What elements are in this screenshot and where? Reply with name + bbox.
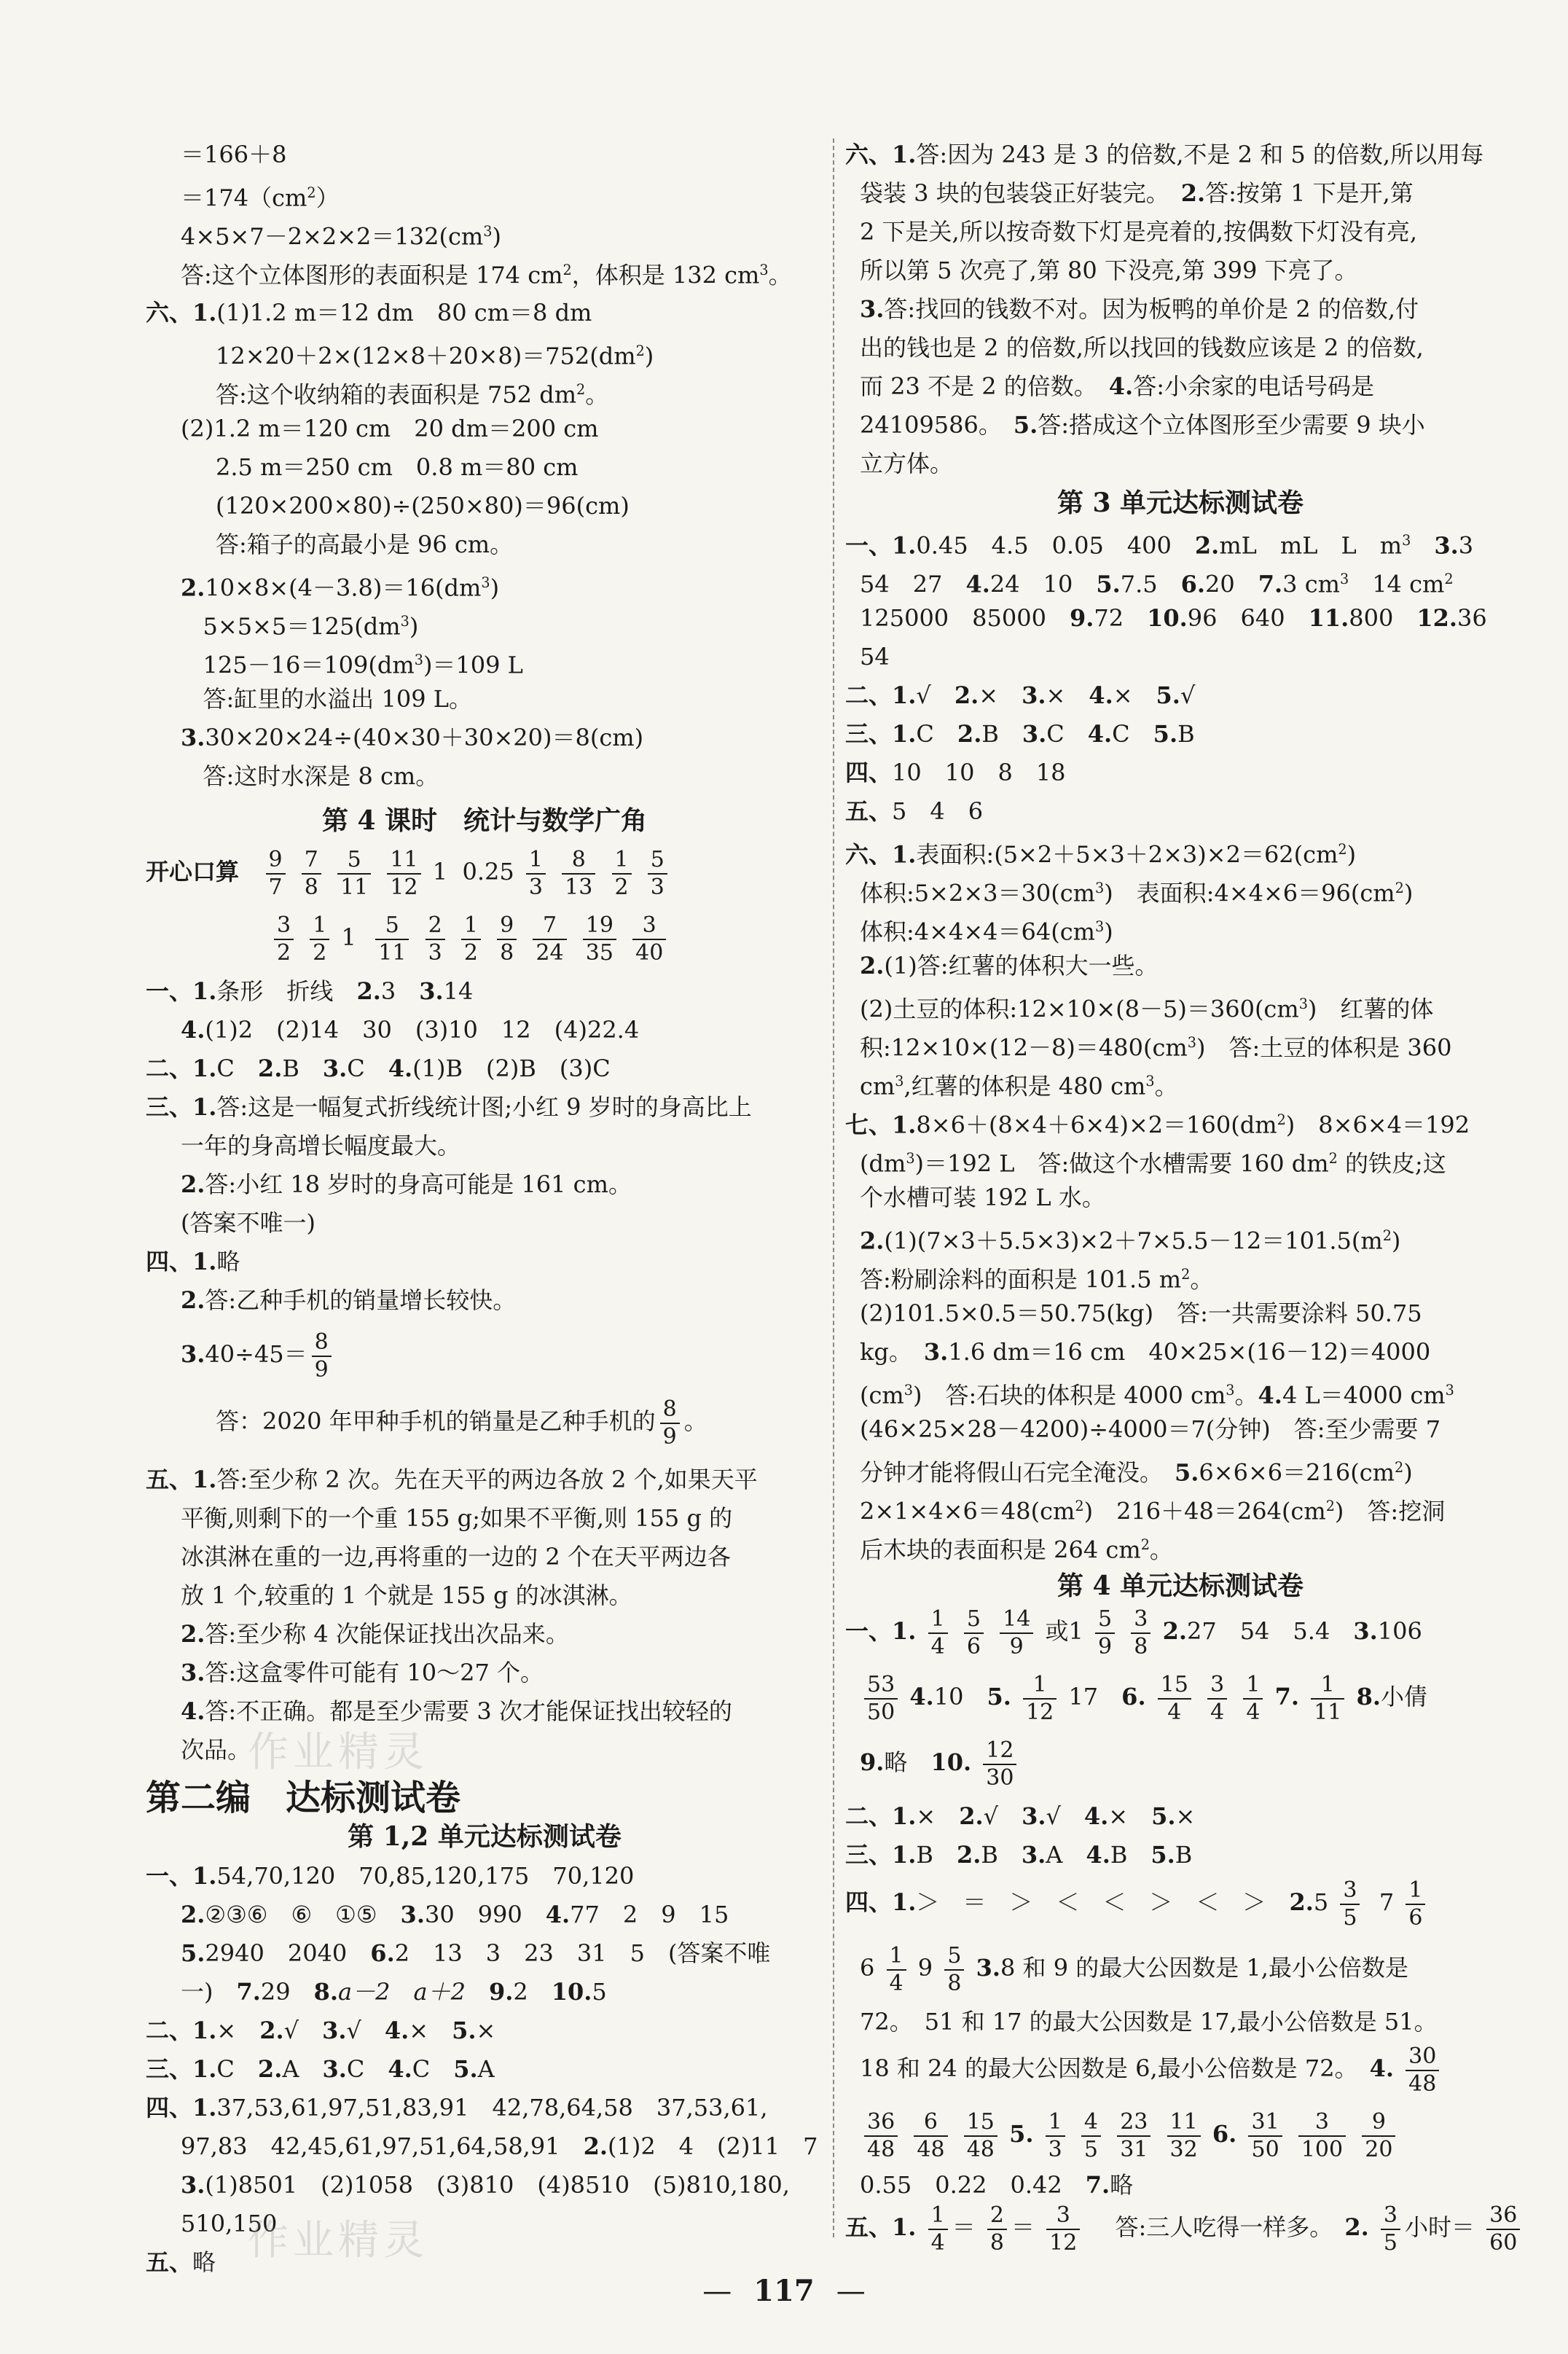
text-line: 答:缸里的水溢出 109 L。 [203, 685, 472, 713]
fraction: $\frac{1}{4}$ [887, 1945, 906, 1995]
text-line: 18 和 24 的最大公因数是 6,最小公倍数是 72。 4. $\frac{30}{48}$ [860, 2041, 1443, 2096]
fraction: $\frac{9}{8}$ [497, 915, 517, 964]
text-line: 2 下是关,所以按奇数下灯是亮着的,按偶数下灯没有亮, [860, 218, 1418, 246]
text-line: 体积$:4\times 4\times 4=64(cm^3)$ [860, 918, 1113, 946]
fraction: $\frac{2}{3}$ [426, 915, 445, 964]
text-line: 三、1.C 2.A 3.C 4.C 5.A [146, 2055, 495, 2083]
fraction: $\frac{1}{11}$ [1311, 1674, 1344, 1724]
text-line: 体积$:5\times 2\times 3=30(cm^3)$ 表面积$:4\times 4\times 6=96(cm^2)$ [860, 879, 1414, 907]
text-line: 冰淇淋在重的一边,再将重的一边的 2 个在天平两边各 [181, 1543, 731, 1571]
text-line: $\frac{36}{48}$ $\frac{6}{48}$ $\frac{15}{48}$ 5. $\frac{1}{3}$ $\frac{4}{5}$ $\frac{23}{31}$ $\frac{11}{32}$ 6. $\frac{31}{50}$ $\frac{3}{100}$ $\frac{9}{20}$ [860, 2106, 1400, 2162]
fraction: $\frac{5}{3}$ [648, 849, 667, 899]
fraction: $\frac{1}{4}$ [928, 1608, 948, 1658]
text-line: 3.答:找回的钱数不对。因为板鸭的单价是 2 的倍数,付 [860, 295, 1419, 323]
fraction: $\frac{3}{8}$ [1131, 1608, 1150, 1658]
text-line: $12\times 20+2\times(12\times 8+20\times 8)=752(dm^2)$ [216, 342, 654, 370]
fraction: $\frac{15}{48}$ [964, 2111, 997, 2161]
fraction: $\frac{1}{2}$ [310, 915, 329, 964]
fraction: $\frac{36}{60}$ [1486, 2205, 1520, 2254]
text-line: $2.10\times 8\times(4-3.8)=16(dm^3)$ [181, 574, 500, 602]
text-line: 2.答:乙种手机的销量增长较快。 [181, 1286, 517, 1314]
text-line: $(dm^3)=192$ L 答:做这个水槽需要 160 $dm^2$ 的铁皮;这 [860, 1149, 1446, 1178]
text-line: 3.40÷45＝ $\frac{8}{9}$ [146, 1326, 336, 1382]
text-line: 一、1.0.45 4.5 0.05 400 2.mL mL L $m^3$ 3.3 [845, 531, 1474, 560]
text-line: 三、1.B 2.B 3.A 4.B 5.B [845, 1841, 1193, 1869]
page-footer: — 117 — [702, 2274, 866, 2308]
fraction: $\frac{5}{11}$ [337, 849, 371, 899]
text-line: 积$:12\times 10\times(12-8)=480(cm^3)$ 答:土豆的体积是 360 [860, 1033, 1452, 1062]
fraction: $\frac{8}{13}$ [562, 849, 595, 899]
fraction: $\frac{2}{8}$ [987, 2205, 1007, 2254]
text-line: 6 $\frac{1}{4}$ 9 $\frac{5}{8}$ 3.8 和 9 的最大公因数是 1,最小公倍数是 [860, 1942, 1408, 1996]
watermark: 作业精灵 [248, 2217, 428, 2264]
fraction-group [270, 912, 342, 966]
text-line: (2)土豆的体积$:12\times 10\times(8-5)=360(cm^3)$ 红薯的体 [860, 995, 1434, 1023]
text-line: (答案不唯一) [181, 1209, 315, 1237]
text-line: 四、1.略 [146, 1248, 240, 1275]
fraction: $\frac{15}{4}$ [1158, 1674, 1191, 1724]
fraction: $\frac{8}{9}$ [312, 1332, 332, 1381]
fraction: $\frac{3}{4}$ [1207, 1674, 1227, 1724]
text-line: 一、1.条形 折线 2.3 3.14 [146, 977, 474, 1005]
section-heading: 第 3 单元达标测试卷 [1057, 488, 1304, 518]
part-heading: 第二编 达标测试卷 [146, 1778, 461, 1818]
text-line: (2)101.5×0.5＝50.75(kg) 答:一共需要涂料 50.75 [860, 1299, 1422, 1327]
fraction: $\frac{9}{20}$ [1362, 2111, 1395, 2161]
text-line: 答:这个立体图形的表面积是 174 $cm^2$，体积是 132 $cm^3$。 [181, 261, 792, 289]
text-line: $2\times 1\times 4\times 6=48(cm^2)$ $216+48=264(cm^2)$ 答:挖洞 [860, 1497, 1446, 1525]
text-line: 六、1.答:因为 243 是 3 的倍数,不是 2 和 5 的倍数,所以用每 [845, 141, 1484, 168]
text-line: 立方体。 [860, 450, 954, 477]
fraction: $\frac{53}{50}$ [864, 1674, 898, 1724]
text-line: 次品。 [181, 1736, 251, 1764]
text-line: 所以第 5 次亮了,第 80 下没亮,第 399 下亮了。 [860, 257, 1358, 284]
text-line: (120×200×80)÷(250×80)＝96(cm) [216, 492, 630, 520]
text-line: 一、1. $\frac{1}{4}$ $\frac{5}{6}$ $\frac{14}{9}$ 或1 $\frac{5}{9}$ $\frac{3}{8}$ 2.27 54 5.4 3.106 [845, 1606, 1422, 1659]
text-line: 一) 7.29 8.a－2 a＋2 9.2 10.5 [181, 1978, 607, 2006]
text-line: 3.答:这盒零件可能有 10～27 个。 [181, 1659, 544, 1686]
text-line: 四、1.＞ ＝ ＞ ＜ ＜ ＞ ＜ ＞ 2.5 $\frac{3}{5}$ 7 $\frac{1}{6}$ [845, 1874, 1430, 1930]
text-line: 510,150 [181, 2210, 278, 2237]
fraction: $\frac{7}{24}$ [533, 915, 566, 964]
answer-section-6: 六、1.(1)1.2 m＝12 dm 80 cm＝8 dm [146, 299, 592, 326]
text-line: 四、10 10 8 18 [845, 759, 1066, 786]
fraction: $\frac{3}{12}$ [1046, 2205, 1080, 2254]
text-line: 4.(1)2 (2)14 30 (3)10 12 (4)22.4 [181, 1016, 640, 1044]
text-line: 24109586。 5.答:搭成这个立体图形至少需要 9 块小 [860, 411, 1425, 439]
text-line: 2.②③⑥ ⑥ ①⑤ 3.30 990 4.77 2 9 15 [181, 1901, 729, 1928]
text-line: 一年的身高增长幅度最大。 [181, 1132, 461, 1160]
fraction: $\frac{1}{4}$ [928, 2205, 948, 2254]
text-line: 2.答:至少称 4 次能保证找出次品来。 [181, 1620, 569, 1648]
fraction: $\frac{3}{2}$ [274, 915, 294, 964]
text-line: 平衡,则剩下的一个重 155 g;如果不平衡,则 155 g 的 [181, 1504, 733, 1532]
section-heading: 第 4 单元达标测试卷 [1057, 1571, 1304, 1601]
text-line: $=174(cm^2)$ [181, 184, 340, 212]
text-line: 一、1.54,70,120 70,85,120,175 70,120 [146, 1862, 635, 1890]
text-line: 袋装 3 块的包装袋正好装完。 2.答:按第 1 下是开,第 [860, 179, 1414, 207]
section-heading: 第 1,2 单元达标测试卷 [348, 1821, 622, 1852]
fraction: $\frac{31}{50}$ [1248, 2111, 1282, 2161]
text-line: 七、$1.8\times 6+(8\times 4+6\times 4)\times 2=160(dm^2)$ 8×6×4＝192 [845, 1111, 1470, 1139]
fraction: $\frac{1}{2}$ [461, 915, 481, 964]
text-line: 0.55 0.22 0.42 7.略 [860, 2171, 1134, 2199]
text-line: 而 23 不是 2 的倍数。 4.答:小余家的电话号码是 [860, 372, 1374, 400]
fraction: $\frac{7}{8}$ [302, 849, 321, 899]
text-line: ＝166＋8 [181, 141, 287, 168]
text-line: 五、5 4 6 [845, 797, 984, 825]
text-line: 125000 85000 9.72 10.96 640 11.800 12.36 [860, 604, 1487, 632]
text-line: 答：2020 年甲种手机的销量是乙种手机的 $\frac{8}{9}$ 。 [216, 1396, 707, 1450]
text-line: $5\times 5\times 5=125(dm^3)$ [203, 612, 419, 641]
fraction: $\frac{5}{6}$ [964, 1608, 984, 1658]
fraction: $\frac{6}{48}$ [914, 2111, 947, 2161]
text-line: 二、1.× 2.√ 3.√ 4.× 5.× [845, 1802, 1196, 1830]
text-line: 三、1.C 2.B 3.C 4.C 5.B [845, 720, 1195, 748]
text-line: 4.答:不正确。都是至少需要 3 次才能保证找出较轻的 [181, 1697, 732, 1725]
fraction: $\frac{5}{11}$ [375, 915, 409, 964]
text-line: 2.5 m＝250 cm 0.8 m＝80 cm [216, 453, 579, 481]
text-line: 六、1.表面积$:(5\times 2+5\times 3+2\times 3)\times 2=62(cm^2)$ [845, 840, 1357, 869]
text-line: $2.(1)(7\times 3+5.5\times 3)\times 2+7\times 5.5-12=101.5(m^2)$ [860, 1227, 1401, 1255]
text-line: 97,83 42,45,61,97,51,64,58,91 2.(1)2 4 (2)11 7 [181, 2132, 818, 2160]
text-line: 五、1.答:至少称 2 次。先在天平的两边各放 2 个,如果天平 [146, 1466, 758, 1493]
section-heading: 第 4 课时 统计与数学广角 [321, 805, 648, 836]
text-line: 二、1.C 2.B 3.C 4.(1)B (2)B (3)C [146, 1055, 611, 1082]
fraction: $\frac{1}{6}$ [1406, 1880, 1425, 1929]
mental-math-row-1: 开心口算 $\frac{9}{7}$ $\frac{7}{8}$ $\frac{5}{11}$ $\frac{11}{12}$ 1 0.25 $\frac{1}{3}$ $\frac{8}{13}$ $\frac{1}{2}$ $\frac{5}{3}$ [146, 844, 672, 899]
text-line: 2.答:小红 18 岁时的身高可能是 161 cm。 [181, 1170, 632, 1198]
text-line: $cm^3$,红薯的体积是 480 $cm^3$。 [860, 1072, 1178, 1100]
text-line: 个水槽可装 192 L 水。 [860, 1184, 1105, 1211]
fraction: $\frac{5}{9}$ [1095, 1608, 1115, 1658]
text-line: 二、1.√ 2.× 3.× 4.× 5.√ [845, 681, 1196, 709]
text-line: 答:箱子的高最小是 96 cm。 [216, 531, 514, 558]
text-line: 3.30×20×24÷(40×30＋30×20)＝8(cm) [181, 724, 644, 751]
text-line: 出的钱也是 2 的倍数,所以找回的钱数应该是 2 的倍数, [860, 334, 1424, 361]
watermark: 作业精灵 [248, 1729, 428, 1776]
fraction: $\frac{8}{9}$ [660, 1399, 680, 1448]
text-line: 54 [860, 643, 890, 670]
fraction: $\frac{36}{48}$ [864, 2111, 898, 2161]
text-line: $4\times 5\times 7-2\times 2\times 2=132(cm^3)$ [181, 222, 501, 251]
fraction-group [522, 846, 672, 900]
text-line: 3.(1)8501 (2)1058 (3)810 (4)8510 (5)810,180, [181, 2171, 790, 2199]
fraction: $\frac{30}{48}$ [1406, 2046, 1439, 2095]
fraction-group [262, 846, 433, 900]
fraction: $\frac{5}{8}$ [944, 1945, 964, 1995]
fraction: $\frac{3}{5}$ [1340, 1880, 1360, 1929]
text-line: 三、1.答:这是一幅复式折线统计图;小红 9 岁时的身高比上 [146, 1093, 752, 1121]
text-line: 四、1.37,53,61,97,51,83,91 42,78,64,58 37,53,61, [146, 2094, 768, 2122]
text-line: 答:粉刷涂料的面积是 101.5 $m^2$。 [860, 1265, 1214, 1294]
fraction: $\frac{3}{5}$ [1381, 2205, 1400, 2254]
text-line: 五、1. $\frac{1}{4}$ ＝ $\frac{2}{8}$ ＝ $\frac{3}{12}$ 答:三人吃得一样多。 2. $\frac{3}{5}$ 小时＝ $\frac{36}{60}$ [845, 2199, 1524, 2255]
fraction: $\frac{23}{31}$ [1117, 2111, 1150, 2161]
text-line: 5.2940 2040 6.2 13 3 23 31 5 (答案不唯 [181, 1939, 771, 1967]
text-line: $(cm^3)$ 答:石块的体积是 4000 $cm^3$。4.4 L＝4000 $cm^3$ [860, 1381, 1454, 1409]
fraction: $\frac{1}{3}$ [1046, 2111, 1065, 2161]
text-line: 答:这时水深是 8 cm。 [203, 762, 439, 790]
text-line: kg。 3.1.6 dm＝16 cm 40×25×(16－12)＝4000 [860, 1338, 1431, 1366]
text-line: 9.略 10. $\frac{12}{30}$ [860, 1735, 1021, 1790]
text-line: 二、1.× 2.√ 3.√ 4.× 5.× [146, 2017, 496, 2044]
column-divider [833, 138, 834, 2237]
text-line: 2.(1)答:红薯的体积大一些。 [860, 952, 1159, 979]
fraction: $\frac{14}{9}$ [1000, 1608, 1033, 1658]
text-line: 分钟才能将假山石完全淹没。 $5.6\times 6\times 6=216(cm^2)$ [860, 1458, 1413, 1487]
fraction: $\frac{3}{40}$ [632, 915, 666, 964]
fraction: $\frac{3}{100}$ [1298, 2111, 1346, 2161]
fraction: $\frac{12}{30}$ [983, 1740, 1016, 1789]
text-line: (2)1.2 m＝120 cm 20 dm＝200 cm [181, 415, 599, 442]
fraction: $\frac{9}{7}$ [266, 849, 286, 899]
fraction: $\frac{19}{35}$ [583, 915, 616, 964]
text-line: 后木块的表面积是 264 $cm^2$。 [860, 1536, 1173, 1564]
text-line: $125-16=109(dm^3)=109$ L [203, 651, 523, 679]
text-line: 五、略 [146, 2248, 216, 2276]
text-line: 答:这个收纳箱的表面积是 752 $dm^2$。 [216, 380, 609, 409]
fraction: $\frac{1}{2}$ [612, 849, 632, 899]
fraction: $\frac{1}{4}$ [1243, 1674, 1263, 1724]
page-number: 117 [753, 2274, 815, 2308]
fraction: $\frac{1}{3}$ [526, 849, 546, 899]
fraction: $\frac{11}{12}$ [387, 849, 420, 899]
text-line: 放 1 个,较重的 1 个就是 155 g 的冰淇淋。 [181, 1581, 632, 1609]
text-line: (46×25×28－4200)÷4000＝7(分钟) 答:至少需要 7 [860, 1415, 1441, 1443]
text-line: 54 27 4.24 10 5.7.5 6.20 7.3 $cm^3$ 14 $cm^2$ [860, 570, 1454, 598]
fraction: $\frac{1}{12}$ [1023, 1674, 1057, 1724]
text-line: $\frac{53}{50}$ 4.10 5. $\frac{1}{12}$ 17 6. $\frac{15}{4}$ $\frac{3}{4}$ $\frac{1}{4}$ 7. $\frac{1}{11}$ 8.小倩 [860, 1669, 1427, 1724]
fraction: $\frac{11}{32}$ [1167, 2111, 1201, 2161]
text-line: 72。 51 和 17 的最大公因数是 17,最小公倍数是 51。 [860, 2008, 1438, 2036]
fraction: $\frac{4}{5}$ [1081, 2111, 1101, 2161]
mental-math-row-2: $\frac{3}{2}$ $\frac{1}{2}$ 1 $\frac{5}{11}$ $\frac{2}{3}$ $\frac{1}{2}$ $\frac{9}{8}$ $\frac{7}{24}$ $\frac{19}{35}$ $\frac{3}{40}$ [270, 910, 670, 965]
